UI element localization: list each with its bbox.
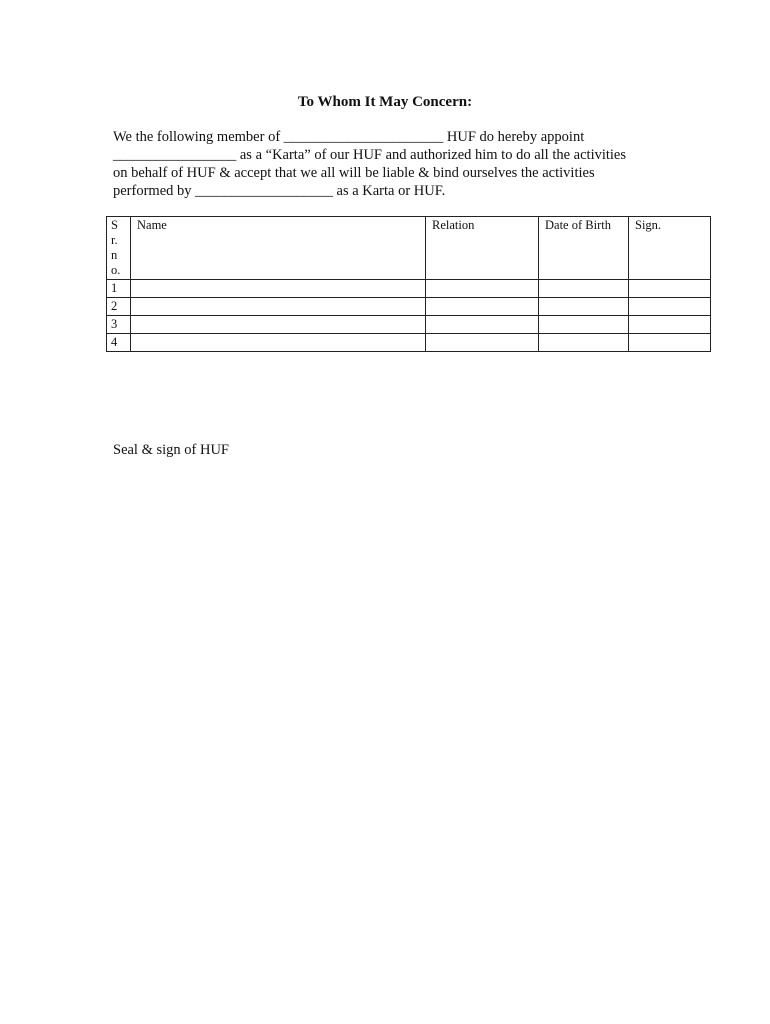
cell-name[interactable] xyxy=(131,298,426,316)
paragraph-line: _________________ as a “Karta” of our HUF and authorized him to do all the activities xyxy=(113,147,627,163)
cell-name[interactable] xyxy=(131,280,426,298)
header-name: Name xyxy=(131,217,426,280)
cell-date-of-birth[interactable] xyxy=(539,316,629,334)
paragraph-line: performed by ___________________ as a Karta or HUF. xyxy=(113,183,446,199)
cell-date-of-birth[interactable] xyxy=(539,298,629,316)
cell-name[interactable] xyxy=(131,316,426,334)
table-row xyxy=(107,316,711,334)
table-header-row xyxy=(107,217,711,280)
cell-relation[interactable] xyxy=(426,298,539,316)
cell-sign[interactable] xyxy=(629,316,711,334)
cell-sr-no: 1 xyxy=(107,280,131,298)
cell-date-of-birth[interactable] xyxy=(539,334,629,352)
header-sr-no-char: S xyxy=(111,218,118,232)
header-sr-no-char: r. xyxy=(111,233,118,247)
cell-relation[interactable] xyxy=(426,334,539,352)
cell-sign[interactable] xyxy=(629,280,711,298)
appointment-paragraph xyxy=(113,128,713,200)
cell-date-of-birth[interactable] xyxy=(539,280,629,298)
header-sr-no-char: n xyxy=(111,248,118,262)
page-title: To Whom It May Concern: xyxy=(297,94,473,110)
table-row xyxy=(107,334,711,352)
table-row xyxy=(107,280,711,298)
cell-sr-no: 3 xyxy=(107,316,131,334)
members-table xyxy=(106,216,711,352)
header-relation: Relation xyxy=(426,217,539,280)
header-sr-no-char: o. xyxy=(111,263,121,277)
cell-sign[interactable] xyxy=(629,298,711,316)
seal-sign-label: Seal & sign of HUF xyxy=(113,442,229,458)
cell-sr-no: 4 xyxy=(107,334,131,352)
cell-relation[interactable] xyxy=(426,280,539,298)
paragraph-line: We the following member of ______________________ HUF do hereby appoint xyxy=(113,129,585,145)
cell-relation[interactable] xyxy=(426,316,539,334)
cell-sign[interactable] xyxy=(629,334,711,352)
cell-name[interactable] xyxy=(131,334,426,352)
cell-sr-no: 2 xyxy=(107,298,131,316)
header-date-of-birth: Date of Birth xyxy=(539,217,629,280)
header-sr-no xyxy=(107,217,131,280)
table-row xyxy=(107,298,711,316)
header-sign: Sign. xyxy=(629,217,711,280)
paragraph-line: on behalf of HUF & accept that we all will be liable & bind ourselves the activities xyxy=(113,165,595,181)
